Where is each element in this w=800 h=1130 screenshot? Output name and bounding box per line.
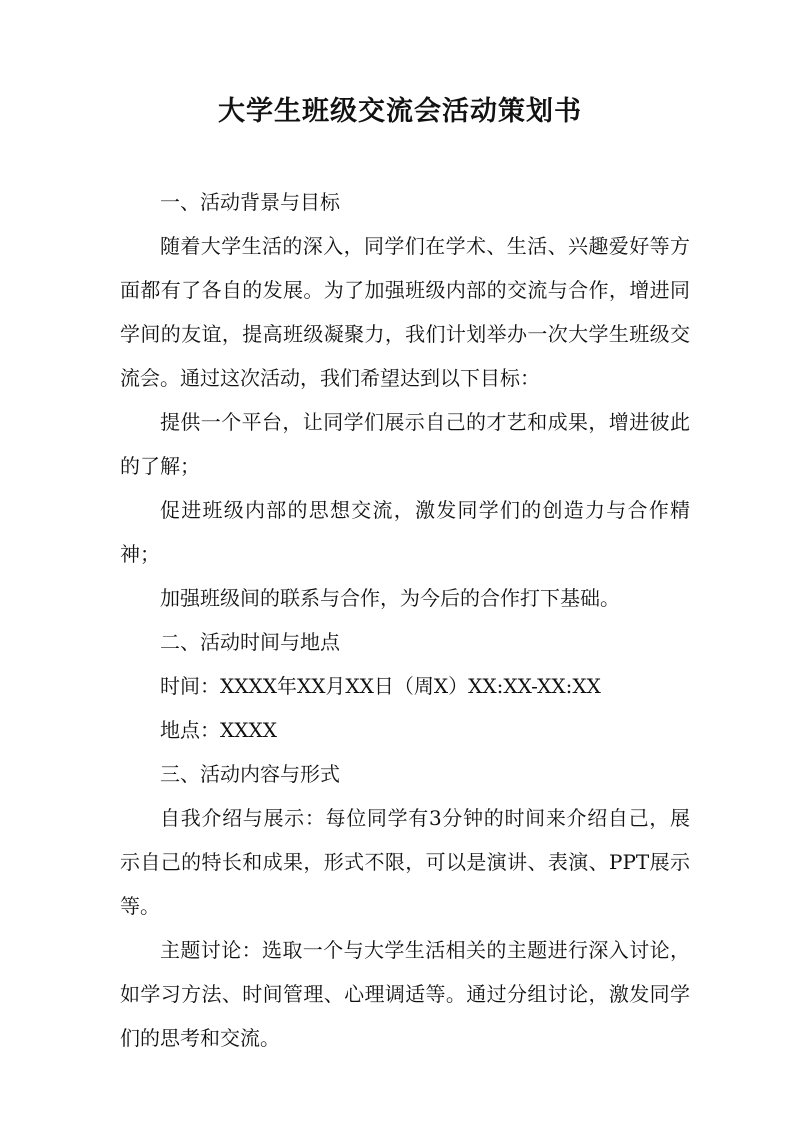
paragraph-time: 时间：XXXX年XX月XX日（周X）XX:XX-XX:XX xyxy=(160,674,601,698)
section-heading-background: 一、活动背景与目标 xyxy=(160,190,340,214)
document-body xyxy=(120,180,690,1060)
document-title: 大学生班级交流会活动策划书 xyxy=(218,96,582,127)
paragraph-goal-connection: 加强班级间的联系与合作，为今后的合作打下基础。 xyxy=(160,586,620,610)
paragraph-background: 随着大学生活的深入，同学们在学术、生活、兴趣爱好等方面都有了各自的发展。为了加强班级内部的交流与合作，增进同学间的友谊，提高班级凝聚力，我们计划举办一次大学生班级交流会。通过这次活动，我们希望达到以下目标： xyxy=(120,234,690,390)
paragraph-goal-platform: 提供一个平台，让同学们展示自己的才艺和成果，增进彼此的了解； xyxy=(120,410,690,478)
section-heading-content-format: 三、活动内容与形式 xyxy=(160,762,340,786)
section-heading-time-place: 二、活动时间与地点 xyxy=(160,630,340,654)
paragraph-goal-exchange: 促进班级内部的思想交流，激发同学们的创造力与合作精神； xyxy=(120,498,690,566)
paragraph-place: 地点：XXXX xyxy=(160,718,277,742)
paragraph-self-introduction: 自我介绍与展示：每位同学有3分钟的时间来介绍自己，展示自己的特长和成果，形式不限，可以是演讲、表演、PPT展示等。 xyxy=(120,806,690,918)
paragraph-topic-discussion: 主题讨论：选取一个与大学生活相关的主题进行深入讨论，如学习方法、时间管理、心理调适等。通过分组讨论，激发同学们的思考和交流。 xyxy=(120,938,690,1050)
